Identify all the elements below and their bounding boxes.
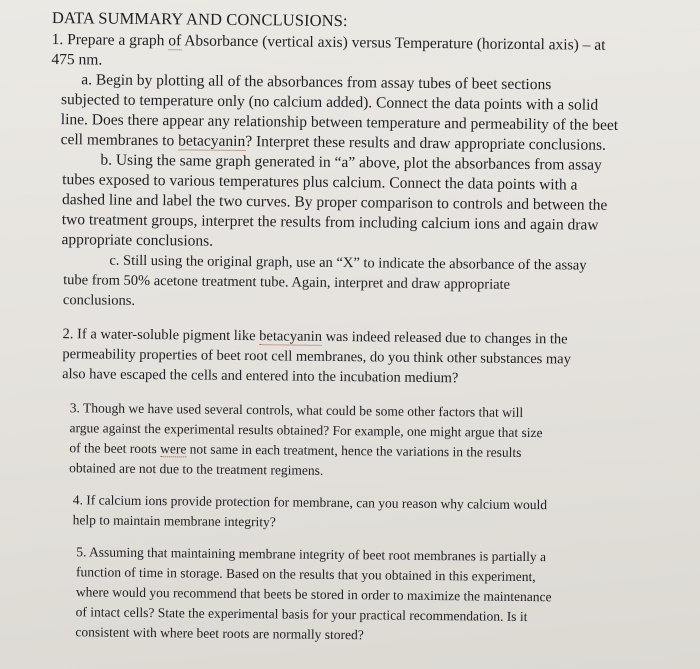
q4-line-1: 4. If calcium ions provide protection for membrane, can you reason why calcium would xyxy=(72,492,548,513)
q1b-line-4: two treatment groups, interpret the results from including calcium ions and again draw xyxy=(61,211,599,234)
q1-part-a xyxy=(51,70,652,156)
q1-part-c xyxy=(49,250,650,316)
q2-line-1: 2. If a water-soluble pigment like betacyanin was indeed released due to changes in the xyxy=(62,326,568,348)
q5-line-2: function of time in storage. Based on the results that you obtained in this experiment, xyxy=(76,564,536,585)
q1c-line-3: conclusions. xyxy=(62,292,136,309)
q1c-line-1: c. Still using the original graph, use an “X” to indicate the absorbance of the assay xyxy=(109,252,587,274)
q1a-line-1: a. Begin by plotting all of the absorbances from assay tubes of beet sections xyxy=(81,71,552,94)
question-1 xyxy=(49,30,652,316)
q1-line-2: 475 nm. xyxy=(51,50,103,69)
q5-line-4: of intact cells? State the experimental basis for your practical recommendation. Is it xyxy=(75,604,528,625)
q3-line-2: argue against the experimental results obtained? For example, one might argue that size xyxy=(69,420,543,441)
q3-line-3: of the beet roots were not same in each treatment, hence the variations in the results xyxy=(69,440,522,460)
question-4 xyxy=(73,490,673,536)
q2-line-3: also have escaped the cells and entered into the incubation medium? xyxy=(62,366,459,387)
page-title: DATA SUMMARY AND CONCLUSIONS: xyxy=(51,8,348,31)
q1c-line-2: tube from 50% acetone treatment tube. Again, interpret and draw appropriate xyxy=(63,272,511,293)
question-2 xyxy=(62,324,663,390)
q1-line-1: 1. Prepare a graph of Absorbance (vertical axis) versus Temperature (horizontal axis) – at xyxy=(51,30,606,54)
q5-line-5: consistent with where beet roots are normally stored? xyxy=(75,624,364,643)
q1a-line-4: cell membranes to betacyanin? Interpret these results and draw appropriate conclusions. xyxy=(60,131,607,154)
question-3 xyxy=(69,398,670,484)
q1b-line-5: appropriate conclusions. xyxy=(61,231,214,250)
question-5 xyxy=(75,542,676,648)
q1a-line-2: subjected to temperature only (no calcium added). Connect the data points with a solid xyxy=(60,91,599,114)
q1b-line-1: b. Using the same graph generated in “a” above, plot the absorbances from assay xyxy=(100,151,602,174)
q4-line-2: help to maintain membrane integrity? xyxy=(72,512,276,530)
q5-line-3: where would you recommend that beets be stored in order to maximize the maintenance xyxy=(75,584,552,605)
q1a-line-3: line. Does there appear any relationship between temperature and permeability of the beet xyxy=(60,111,619,134)
q1b-line-3: dashed line and label the two curves. By proper comparison to controls and between the xyxy=(61,191,608,214)
q1b-line-2: tubes exposed to various temperatures plus calcium. Connect the data points with a xyxy=(62,171,578,194)
q3-line-1: 3. Though we have used several controls, what could be some other factors that will xyxy=(69,400,524,420)
q1-part-b xyxy=(49,150,650,256)
q3-line-4: obtained are not due to the treatment regimens. xyxy=(69,460,324,478)
q5-line-1: 5. Assuming that maintaining membrane integrity of beet root membranes is partially a xyxy=(76,544,547,565)
worksheet xyxy=(45,8,652,648)
q2-line-2: permeability properties of beet root cell membranes, do you think other substances may xyxy=(62,346,571,368)
